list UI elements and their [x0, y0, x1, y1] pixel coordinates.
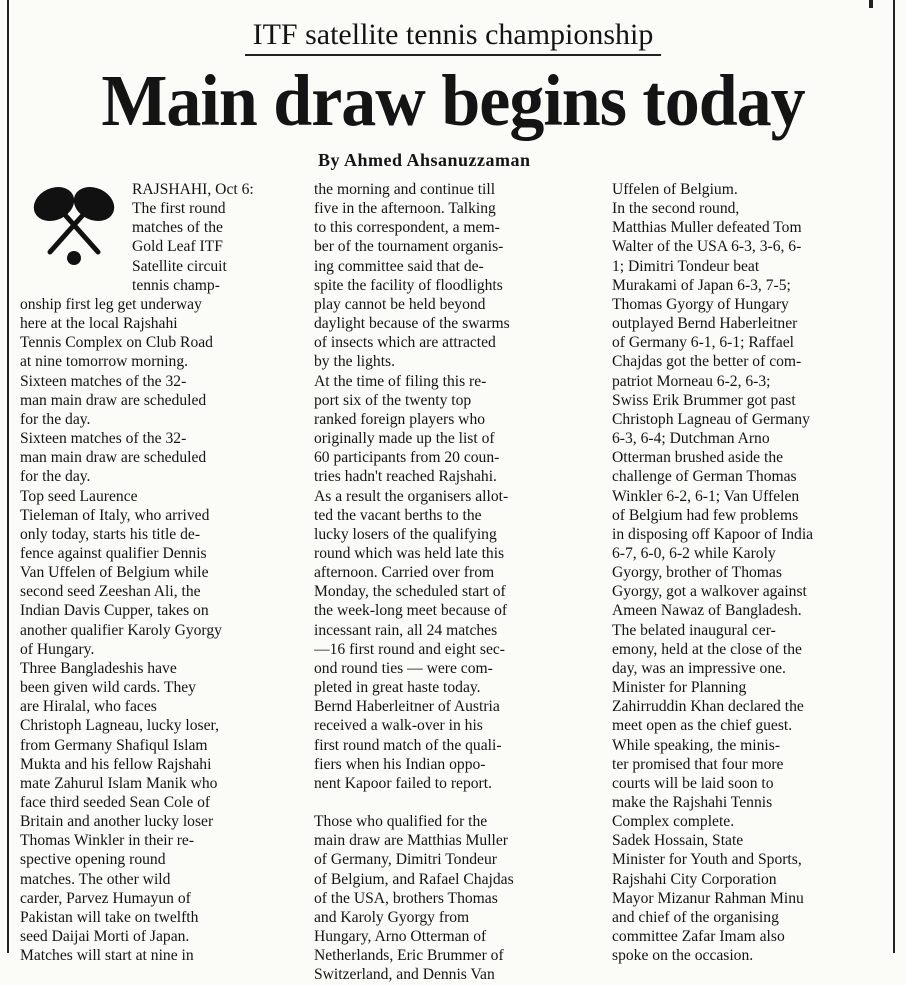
article-text-line: —16 first round and eight sec- [314, 640, 505, 658]
byline: By Ahmed Ahsanuzzaman [318, 150, 531, 170]
article-text-line: spective opening round [20, 851, 166, 869]
article-text-line: first round match of the quali- [314, 736, 502, 754]
article-text-line: Matches will start at nine in [20, 947, 194, 965]
article-text-line: challenge of German Thomas [612, 468, 797, 486]
article-text-line: Sixteen matches of the 32- [20, 372, 187, 390]
article-text-line: emony, held at the close of the [612, 640, 802, 658]
article-text-line: make the Rajshahi Tennis [612, 794, 773, 811]
article-text-line: Gold Leaf ITF [132, 238, 223, 256]
article-text-line: of the USA, brothers Thomas [314, 889, 498, 907]
article-text-line: main draw are Matthias Muller [314, 832, 508, 850]
article-text-line: As a result the organisers allot- [314, 487, 509, 505]
article-text-line: by the lights. [314, 353, 395, 371]
article-text-line: While speaking, the minis- [612, 736, 781, 754]
article-text-line: Hungary, Arno Otterman of [314, 928, 487, 946]
article-text-line [314, 793, 597, 812]
article-text-line: spoke on the occasion. [612, 947, 754, 965]
kicker-container [0, 18, 906, 56]
article-text-line: day, was an impressive one. [612, 659, 786, 677]
article-text-line: Gyorgy, got a walkover against [612, 583, 807, 601]
article-text-line: ber of the tournament organis- [314, 238, 504, 256]
article-text-line: 6-7, 6-0, 6-2 while Karoly [612, 544, 776, 562]
article-text-line: originally made up the list of [314, 430, 495, 448]
article-text-line: Matthias Muller defeated Tom [612, 219, 802, 237]
article-text-line: At the time of filing this re- [314, 372, 487, 390]
article-text-line: seed Daijai Morti of Japan. [20, 928, 190, 946]
article-text-line: five in the afternoon. Talking [314, 200, 496, 218]
article-text-line: In the second round, [612, 200, 740, 218]
article-text-line: Pakistan will take on twelfth [20, 908, 199, 926]
article-text-line: Murakami of Japan 6-3, 7-5; [612, 276, 791, 294]
article-text-line: ranked foreign players who [314, 410, 486, 428]
article-text-line: carder, Parvez Humayun of [20, 889, 191, 907]
article-text-line: Tennis Complex on Club Road [20, 334, 213, 352]
article-text-line: the week-long meet because of [314, 602, 508, 620]
article-text-line: Minister for Planning [612, 679, 747, 697]
article-text-line: 1; Dimitri Tondeur beat [612, 257, 760, 275]
article-text-line: 60 participants from 20 coun- [314, 449, 500, 467]
article-text-line: ter promised that four more [612, 755, 784, 773]
article-text-line: lucky losers of the qualifying [314, 525, 497, 543]
article-text-line: 6-3, 6-4; Dutchman Arno [612, 430, 770, 448]
article-text-line: of insects which are attracted [314, 334, 496, 352]
article-text-line: round which was held late this [314, 544, 505, 562]
article-text-line: Sixteen matches of the 32- [20, 430, 187, 448]
article-text-line: incessant rain, all 24 matches [314, 621, 498, 639]
article-text-line: man main draw are scheduled [20, 449, 207, 467]
top-edge-mark [869, 0, 873, 8]
article-text-line: fence against qualifier Dennis [20, 544, 207, 562]
article-text-line: ond round ties — were com- [314, 659, 493, 677]
article-text-line: been given wild cards. They [20, 679, 196, 697]
article-text-line: the morning and continue till [314, 181, 496, 198]
article-text-line: Indian Davis Cupper, takes on [20, 602, 209, 620]
article-text-line: Gyorgy, brother of Thomas [612, 564, 782, 582]
article-text-line: in disposing off Kapoor of India [612, 525, 814, 543]
article-text-line: of Belgium had few problems [612, 506, 799, 524]
article-text-line: Rajshahi City Corporation [612, 870, 777, 888]
kicker: ITF satellite tennis championship [245, 18, 662, 56]
article-text-line: Bernd Haberleitner of Austria [314, 698, 500, 716]
article-column-2 [314, 180, 597, 985]
article-text-line: pleted in great haste today. [314, 679, 481, 697]
article-text-line: spite the facility of floodlights [314, 276, 503, 294]
article-text-line: ing committee said that de- [314, 257, 484, 275]
article-text-line: Top seed Laurence [20, 487, 138, 505]
article-text-line: at nine tomorrow morning. [20, 353, 189, 371]
article-text-line: Netherlands, Eric Brummer of [314, 947, 504, 965]
article-text-line: Christoph Lagneau, lucky loser, [20, 717, 220, 735]
article-text-line: The first round [132, 200, 226, 218]
article-column-1 [20, 180, 298, 965]
article-text-line: Thomas Winkler in their re- [20, 832, 195, 850]
article-text-line: of Hungary. [20, 640, 95, 658]
article-text-line: of Germany 6-1, 6-1; Raffael [612, 334, 795, 352]
article-text-line: Thomas Gyorgy of Hungary [612, 295, 789, 313]
article-text-line: Tieleman of Italy, who arrived [20, 506, 210, 524]
article-text-line: here at the local Rajshahi [20, 315, 178, 333]
article-text-line: of Germany, Dimitri Tondeur [314, 851, 497, 869]
article-text-line: Mukta and his fellow Rajshahi [20, 755, 212, 773]
article-text-line: fiers when his Indian oppo- [314, 755, 486, 773]
article-text-line: tries hadn't reached Rajshahi. [314, 468, 497, 486]
article-text-line: Uffelen of Belgium. [612, 181, 738, 198]
article-text-line: Those who qualified for the [314, 813, 488, 831]
article-text-line: and chief of the organising [612, 908, 779, 926]
article-text-line: Winkler 6-2, 6-1; Van Uffelen [612, 487, 800, 505]
article-text-line: courts will be laid soon to [612, 774, 774, 792]
article-text-line: Satellite circuit [132, 257, 227, 275]
article-text-line: meet open as the chief guest. [612, 717, 793, 735]
article-text-line: from Germany Shafiqul Islam [20, 736, 208, 754]
article-text-line: second seed Zeeshan Ali, the [20, 583, 201, 601]
article-text-line: Complex complete. [612, 813, 735, 831]
article-text-line: patriot Morneau 6-2, 6-3; [612, 372, 771, 390]
article-text-line: Christoph Lagneau of Germany [612, 410, 810, 428]
article-text-line: Britain and another lucky loser [20, 813, 214, 831]
article-text-line: ted the vacant berths to the [314, 506, 482, 524]
article-text-line: Three Bangladeshis have [20, 659, 177, 677]
article-text-line: play cannot be held beyond [314, 295, 486, 313]
article-text-line: Mayor Mizanur Rahman Minu [612, 889, 804, 907]
headline: Main draw begins today [101, 61, 805, 142]
article-text-line: for the day. [20, 468, 91, 486]
article-text-line: to this correspondent, a mem- [314, 219, 500, 237]
article-text-line: Switzerland, and Dennis Van [314, 966, 495, 984]
article-text-line: Sadek Hossain, State [612, 832, 744, 850]
article-text-line: Minister for Youth and Sports, [612, 851, 802, 869]
article-column-3 [612, 180, 884, 965]
article-text-line: Chajdas got the better of com- [612, 353, 802, 371]
article-text-line: committee Zafar Imam also [612, 928, 785, 946]
article-text-line: onship first leg get underway [20, 295, 202, 313]
article-text-line: RAJSHAHI, Oct 6: [132, 181, 254, 198]
article-text-line: only today, starts his title de- [20, 525, 201, 543]
article-text-line: Monday, the scheduled start of [314, 583, 506, 601]
article-text-line: for the day. [20, 410, 91, 428]
article-text-line: matches of the [132, 219, 223, 237]
article-text-line: man main draw are scheduled [20, 391, 207, 409]
article-text-line: are Hiralal, who faces [20, 698, 157, 716]
article-text-line: port six of the twenty top [314, 391, 472, 409]
article-text-line: and Karoly Gyorgy from [314, 908, 470, 926]
article-text-line: outplayed Bernd Haberleitner [612, 315, 798, 333]
article-text-line: of Belgium, and Rafael Chajdas [314, 870, 514, 888]
article-text-line: matches. The other wild [20, 870, 171, 888]
article-text-line: Van Uffelen of Belgium while [20, 564, 209, 582]
article-text-line: received a walk-over in his [314, 717, 483, 735]
article-text-line: nent Kapoor failed to report. [314, 774, 492, 792]
article-text-line: mate Zahurul Islam Manik who [20, 774, 218, 792]
article-text-line: another qualifier Karoly Gyorgy [20, 621, 222, 639]
article-text-line: face third seeded Sean Cole of [20, 794, 211, 811]
article-text-line: Walter of the USA 6-3, 3-6, 6- [612, 238, 802, 256]
article-text-line: Ameen Nawaz of Bangladesh. [612, 602, 802, 620]
article-text-line: afternoon. Carried over from [314, 564, 495, 582]
article-text-line: daylight because of the swarms [314, 315, 510, 333]
article-text-line: Swiss Erik Brummer got past [612, 391, 796, 409]
article-text-line: Zahirruddin Khan declared the [612, 698, 804, 716]
article-text-line: tennis champ- [132, 276, 220, 294]
article-text-line: Otterman brushed aside the [612, 449, 784, 467]
article-text-line: The belated inaugural cer- [612, 621, 776, 639]
